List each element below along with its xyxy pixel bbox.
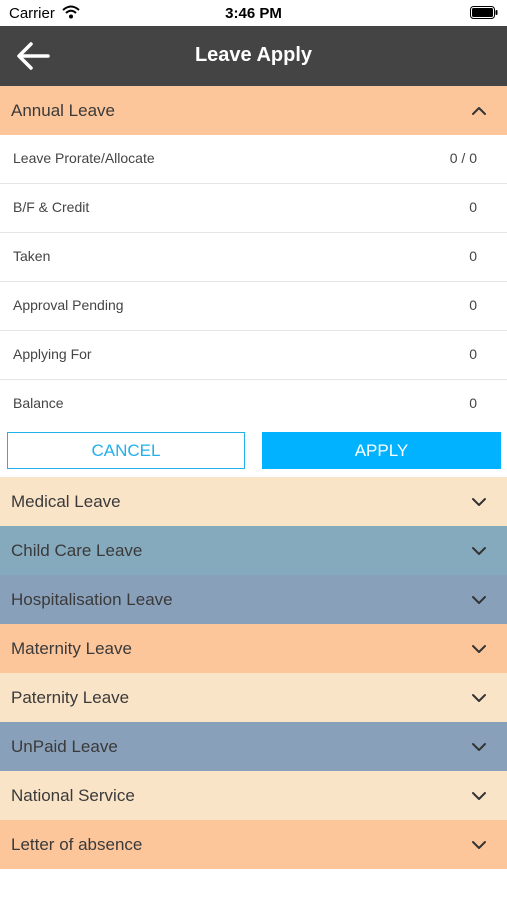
chevron-down-icon: [471, 690, 487, 706]
carrier-label: Carrier: [9, 5, 55, 22]
detail-value: 0: [469, 248, 477, 264]
detail-label: B/F & Credit: [13, 199, 90, 215]
detail-value: 0: [469, 395, 477, 411]
detail-value: 0 / 0: [449, 150, 477, 166]
section-child-care-leave[interactable]: [0, 526, 507, 575]
section-annual-leave[interactable]: [0, 86, 507, 135]
chevron-down-icon: [471, 494, 487, 510]
section-label: Medical Leave: [11, 492, 121, 511]
detail-row-applying-for: [0, 331, 507, 380]
chevron-down-icon: [471, 592, 487, 608]
detail-row-approval-pending: [0, 282, 507, 331]
detail-label: Leave Prorate/Allocate: [13, 150, 155, 166]
apply-button[interactable]: APPLY: [262, 432, 501, 469]
nav-bar: [0, 26, 507, 86]
section-medical-leave[interactable]: [0, 477, 507, 526]
chevron-down-icon: [471, 543, 487, 559]
detail-value: 0: [469, 346, 477, 362]
detail-row-prorate: [0, 135, 507, 184]
section-paternity-leave[interactable]: [0, 673, 507, 722]
section-label: Maternity Leave: [11, 639, 132, 658]
cancel-button[interactable]: CANCEL: [7, 432, 245, 469]
chevron-up-icon: [471, 103, 487, 119]
section-maternity-leave[interactable]: [0, 624, 507, 673]
page-title: Leave Apply: [194, 44, 313, 66]
section-label: UnPaid Leave: [11, 737, 118, 756]
detail-label: Applying For: [13, 346, 92, 362]
section-national-service[interactable]: [0, 771, 507, 820]
section-label: Child Care Leave: [11, 541, 143, 560]
detail-label: Approval Pending: [13, 297, 124, 313]
battery-icon: [470, 6, 498, 24]
section-label: Paternity Leave: [11, 688, 130, 707]
chevron-down-icon: [471, 837, 487, 853]
detail-value: 0: [469, 297, 477, 313]
detail-row-taken: [0, 233, 507, 282]
chevron-down-icon: [471, 641, 487, 657]
section-label: Annual Leave: [11, 101, 115, 120]
detail-row-balance: [0, 380, 507, 429]
section-label: Letter of absence: [11, 835, 143, 854]
chevron-down-icon: [471, 739, 487, 755]
section-label: National Service: [11, 786, 135, 805]
section-unpaid-leave[interactable]: [0, 722, 507, 771]
detail-row-bf-credit: [0, 184, 507, 233]
chevron-down-icon: [471, 788, 487, 804]
section-letter-of-absence[interactable]: [0, 820, 507, 869]
detail-label: Taken: [13, 248, 51, 264]
section-label: Hospitalisation Leave: [11, 590, 173, 609]
detail-label: Balance: [13, 395, 64, 411]
status-bar: [0, 0, 507, 26]
status-time: 3:46 PM: [225, 5, 282, 22]
section-hospitalisation-leave[interactable]: [0, 575, 507, 624]
detail-value: 0: [469, 199, 477, 215]
